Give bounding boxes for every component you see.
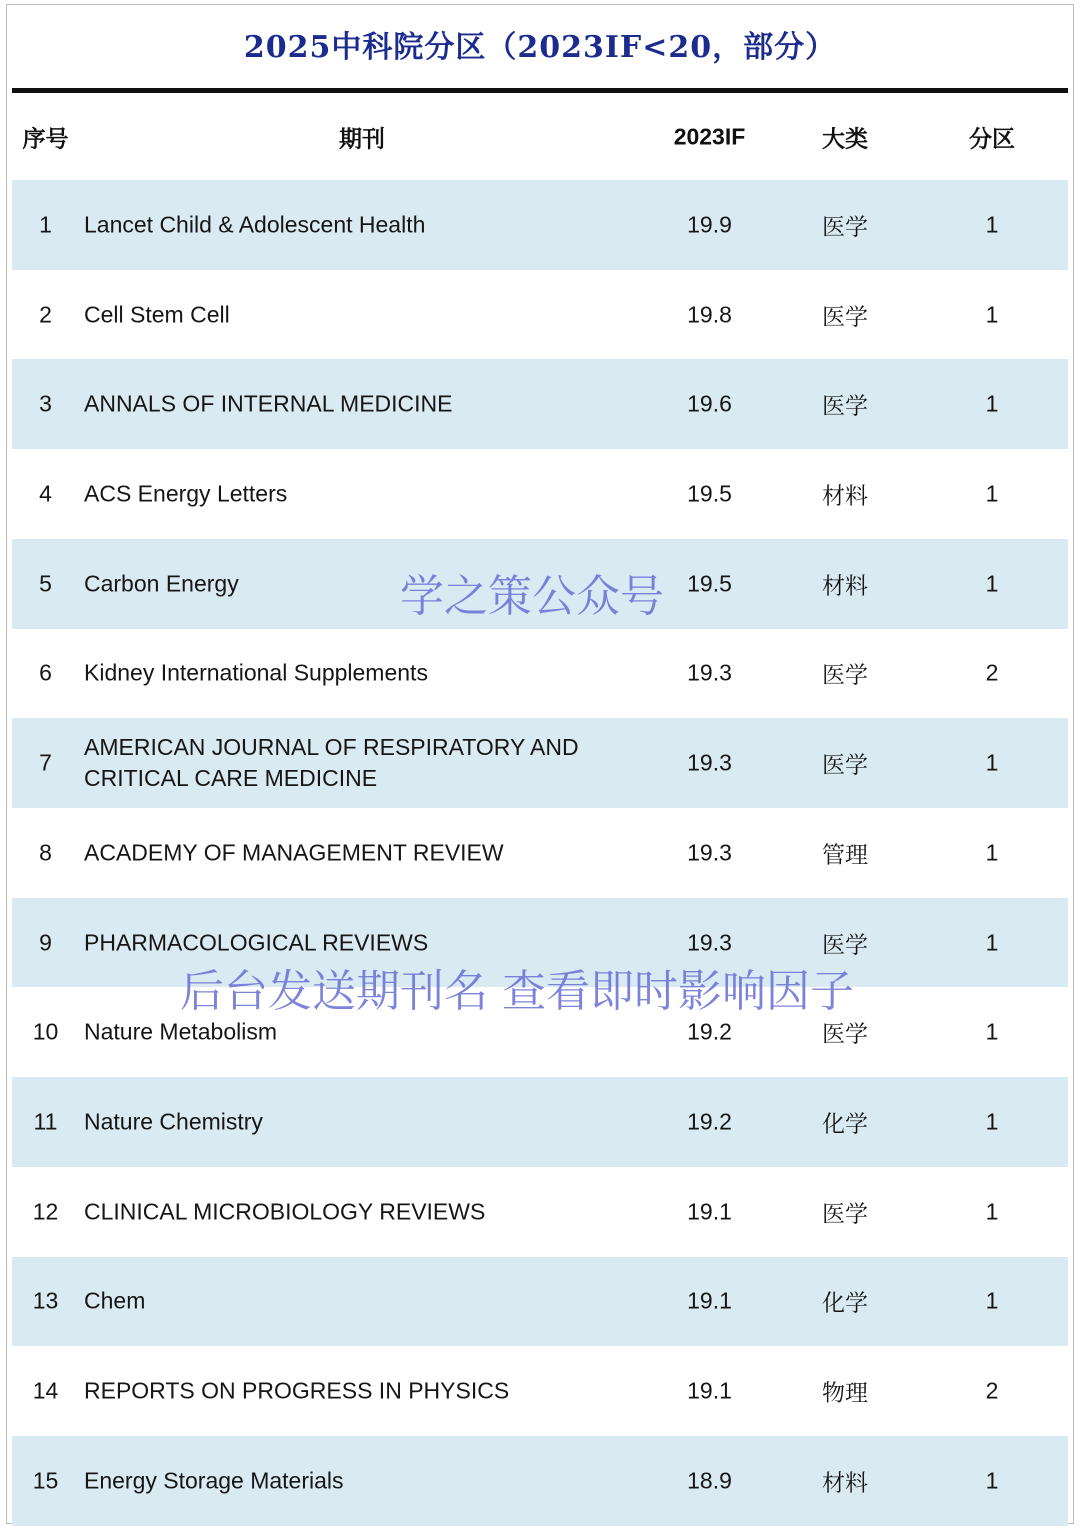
row-no: 10 — [32, 1018, 59, 1045]
header-no: 序号 — [22, 125, 69, 151]
row-if: 18.9 — [687, 1467, 732, 1494]
table-title: 2025中科院分区（2023IF<20，部分） — [243, 30, 837, 65]
header-journal: 期刊 — [339, 125, 385, 151]
row-journal: Energy Storage Materials — [84, 1467, 344, 1494]
row-zone: 1 — [985, 570, 999, 597]
table-row — [12, 359, 1068, 449]
row-zone: 1 — [985, 929, 999, 956]
row-zone: 1 — [985, 1018, 999, 1045]
row-if: 19.1 — [687, 1377, 732, 1404]
row-if: 19.3 — [687, 749, 732, 776]
row-zone: 1 — [985, 390, 999, 417]
row-if: 19.3 — [687, 659, 732, 686]
row-no: 15 — [32, 1467, 59, 1494]
row-if: 19.5 — [687, 570, 732, 597]
table-row — [12, 270, 1068, 360]
row-no: 2 — [39, 301, 52, 328]
row-zone: 1 — [985, 1287, 999, 1314]
row-journal: Carbon Energy — [84, 570, 239, 597]
row-if: 19.3 — [687, 929, 732, 956]
row-journal: ANNALS OF INTERNAL MEDICINE — [84, 390, 453, 417]
header-category: 大类 — [822, 125, 868, 151]
table-row — [12, 1436, 1068, 1526]
row-zone: 1 — [985, 1108, 999, 1135]
row-category: 化学 — [822, 1289, 868, 1316]
table-body — [12, 180, 1068, 1526]
row-journal: REPORTS ON PROGRESS IN PHYSICS — [84, 1377, 510, 1404]
row-journal: Nature Metabolism — [84, 1018, 278, 1045]
row-category: 医学 — [822, 931, 868, 958]
row-zone: 1 — [985, 749, 999, 776]
row-journal: Lancet Child & Adolescent Health — [84, 211, 426, 238]
row-if: 19.1 — [687, 1198, 732, 1225]
row-no: 8 — [39, 839, 52, 866]
watermark-hint: 后台发送期刊名 查看即时影响因子 — [180, 966, 854, 1017]
row-if: 19.3 — [687, 839, 732, 866]
row-journal: ACS Energy Letters — [84, 480, 288, 507]
row-no: 5 — [39, 570, 52, 597]
row-zone: 2 — [985, 659, 999, 686]
row-if: 19.8 — [687, 301, 732, 328]
row-journal: Nature Chemistry — [84, 1108, 263, 1135]
table-row — [12, 1346, 1068, 1436]
table-row — [12, 718, 1068, 808]
row-category: 管理 — [822, 841, 868, 868]
row-no: 1 — [39, 211, 52, 238]
row-no: 9 — [39, 929, 52, 956]
row-no: 13 — [32, 1287, 59, 1314]
row-category: 医学 — [822, 392, 868, 419]
row-category: 医学 — [822, 751, 868, 778]
table-row — [12, 1077, 1068, 1167]
row-no: 4 — [39, 480, 52, 507]
row-zone: 1 — [985, 211, 999, 238]
row-category: 材料 — [822, 1469, 868, 1496]
row-category: 材料 — [822, 482, 868, 509]
row-journal — [84, 732, 579, 794]
row-zone: 1 — [985, 1198, 999, 1225]
table-row — [12, 1167, 1068, 1257]
table-row — [12, 449, 1068, 539]
row-no: 12 — [32, 1198, 59, 1225]
table-row — [12, 180, 1068, 270]
header-if: 2023IF — [673, 123, 746, 149]
row-journal: Kidney International Supplements — [84, 659, 428, 686]
table-row — [12, 629, 1068, 719]
row-if: 19.2 — [687, 1108, 732, 1135]
row-zone: 1 — [985, 480, 999, 507]
row-no: 3 — [39, 390, 52, 417]
row-category: 医学 — [822, 661, 868, 688]
row-category: 医学 — [822, 303, 868, 330]
row-category: 化学 — [822, 1110, 868, 1137]
row-zone: 1 — [985, 839, 999, 866]
row-journal: PHARMACOLOGICAL REVIEWS — [84, 929, 429, 956]
row-if: 19.2 — [687, 1018, 732, 1045]
row-no: 11 — [33, 1108, 58, 1135]
row-journal-line1: AMERICAN JOURNAL OF RESPIRATORY AND — [84, 734, 579, 761]
row-no: 7 — [39, 749, 52, 776]
row-zone: 2 — [985, 1377, 999, 1404]
row-no: 6 — [39, 659, 52, 686]
row-category: 材料 — [822, 572, 868, 599]
table-row — [12, 1257, 1068, 1347]
row-if: 19.6 — [687, 390, 732, 417]
row-category: 医学 — [822, 213, 868, 240]
header-zone: 分区 — [969, 125, 1015, 151]
row-no: 14 — [32, 1377, 59, 1404]
table-row — [12, 808, 1068, 898]
row-if: 19.1 — [687, 1287, 732, 1314]
row-journal: ACADEMY OF MANAGEMENT REVIEW — [84, 839, 504, 866]
row-journal: Cell Stem Cell — [84, 301, 230, 328]
row-journal-line2: CRITICAL CARE MEDICINE — [84, 765, 378, 792]
row-if: 19.5 — [687, 480, 732, 507]
row-if: 19.9 — [687, 211, 732, 238]
row-zone: 1 — [985, 1467, 999, 1494]
row-category: 医学 — [822, 1200, 868, 1227]
row-category: 医学 — [822, 1020, 868, 1047]
row-category: 物理 — [822, 1379, 868, 1406]
row-journal: CLINICAL MICROBIOLOGY REVIEWS — [84, 1198, 486, 1225]
table-header — [12, 93, 1068, 180]
row-zone: 1 — [985, 301, 999, 328]
row-journal: Chem — [84, 1287, 146, 1314]
watermark-account: 学之策公众号 — [400, 571, 664, 622]
